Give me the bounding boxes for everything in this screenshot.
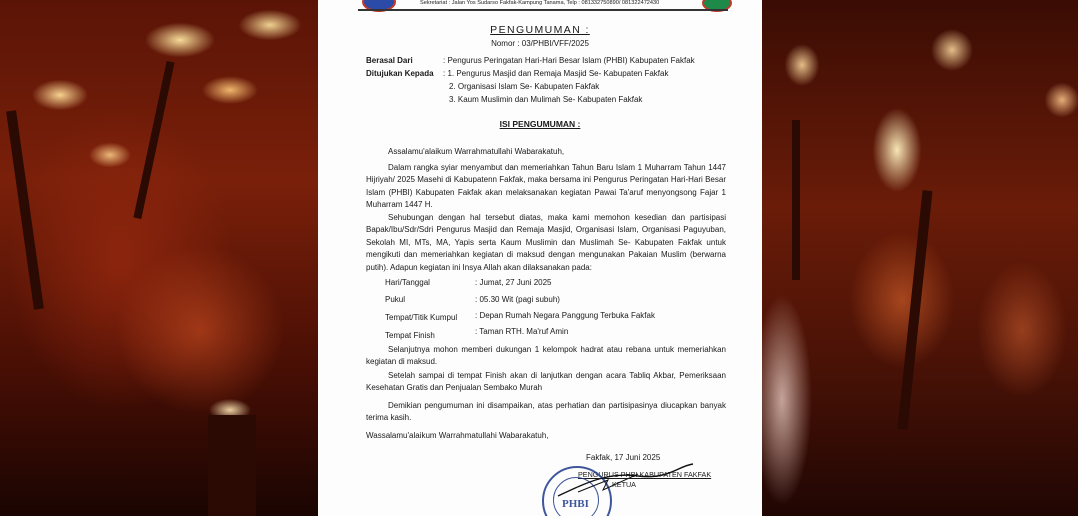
torch-stick xyxy=(792,120,800,280)
detail-label-date: Hari/Tanggal xyxy=(385,278,430,287)
paragraph-request: Sehubungan dengan hal tersebut diatas, maka kami memohon kesedian dan partisipasi Bapak/Ibu/Sdr/Sdri Pengurus Masjid dan Remaja Masjid, Organisasi Islam, Organisasi Paguyuban, Sekolah MI, MTs, MA, Yapis serta Kaum Muslimin dan Muslimah Se- Kabupaten Fakfak untuk mengikuti dan memeriahkan kegiatan di maksud dengan mengunakan Pakaian Muslim (berwarna putih). Adapun kegiatan ini Insya Allah akan dilaksanakan pada: xyxy=(366,213,726,272)
to-item-3: 3. Kaum Muslimin dan Mulimah Se- Kabupaten Fakfak xyxy=(449,95,643,104)
signatory-role: KETUA xyxy=(612,480,636,489)
letterhead-contact: Sekretariat : Jalan Yos Sudarso Fakfak-Kampung Tanama, Telp : 081332750890/ 081322472430 xyxy=(420,0,660,6)
from-label: Berasal Dari xyxy=(366,56,413,65)
letterhead-divider xyxy=(358,9,728,11)
announcement-document xyxy=(318,0,762,516)
torch-stick xyxy=(6,110,44,309)
torch-stick xyxy=(208,415,256,516)
to-item-1: : 1. Pengurus Masjid dan Remaja Masjid Se- Kabupaten Fakfak xyxy=(443,69,669,78)
detail-value-finish: : Taman RTH. Ma'ruf Amin xyxy=(475,327,569,336)
section-title: ISI PENGUMUMAN : xyxy=(499,119,581,129)
detail-label-finish: Tempat Finish xyxy=(385,331,435,340)
letterhead xyxy=(318,0,762,12)
closing: Wassalamu'alaikum Warrahmatullahi Wabarakatuh, xyxy=(366,431,549,440)
detail-label-time: Pukul xyxy=(385,295,406,304)
to-label: Ditujukan Kepada xyxy=(366,69,434,78)
paragraph-intro: Dalam rangka syiar menyambut dan memeriahkan Tahun Baru Islam 1 Muharram Tahun 1447 Hijriyah/ 2025 Masehi di Kabupatenn Fakfak, maka bersama ini Pengurus Peringatan Hari-Hari Besar Islam (PHBI) Kabupaten Fakfak akan melaksanakan kegiatan Pawai Ta'aruf menyongsong Fajar 1 Muharram 1447 H. xyxy=(366,163,726,210)
from-value: : Pengurus Peringatan Hari-Hari Besar Islam (PHBI) Kabupaten Fakfak xyxy=(443,56,695,65)
paragraph-thanks: Demikian pengumuman ini disampaikan, atas perhatian dan partisipasinya diucapkan banyak terima kasih. xyxy=(366,401,726,423)
detail-label-meeting-point: Tempat/Titik Kumpul xyxy=(385,313,458,322)
signature-scrawl xyxy=(548,462,698,502)
greeting: Assalamu'alaikum Warrahmatullahi Wabarakatuh, xyxy=(388,147,565,156)
document-number: Nomor : 03/PHBI/VFF/2025 xyxy=(491,39,589,48)
signatory-organization: PENGURUS PHBI KABUPATEN FAKFAK xyxy=(578,470,712,479)
torch-stick xyxy=(897,190,932,430)
torch-parade-photo-left xyxy=(0,0,318,516)
detail-value-time: : 05.30 Wit (pagi subuh) xyxy=(475,295,560,304)
paragraph-support: Selanjutnya mohon memberi dukungan 1 kelompok hadrat atau rebana untuk memeriahkan kegiatan di maksud. xyxy=(366,345,726,367)
document-title: PENGUMUMAN : xyxy=(490,24,590,36)
detail-value-date: : Jumat, 27 Juni 2025 xyxy=(475,278,552,287)
place-date: Fakfak, 17 Juni 2025 xyxy=(586,453,661,462)
torch-parade-photo-right xyxy=(762,0,1078,516)
stamp-label: PHBI xyxy=(562,498,589,510)
to-item-2: 2. Organisasi Islam Se- Kabupaten Fakfak xyxy=(449,82,600,91)
paragraph-followup: Setelah sampai di tempat Finish akan di lanjutkan dengan acara Tabliq Akbar, Pemeriksaan Kesehatan Gratis dan Penjualan Sembako Murah xyxy=(366,371,726,393)
torch-stick xyxy=(133,61,174,219)
detail-value-meeting-point: : Depan Rumah Negara Panggung Terbuka Fakfak xyxy=(475,311,655,320)
